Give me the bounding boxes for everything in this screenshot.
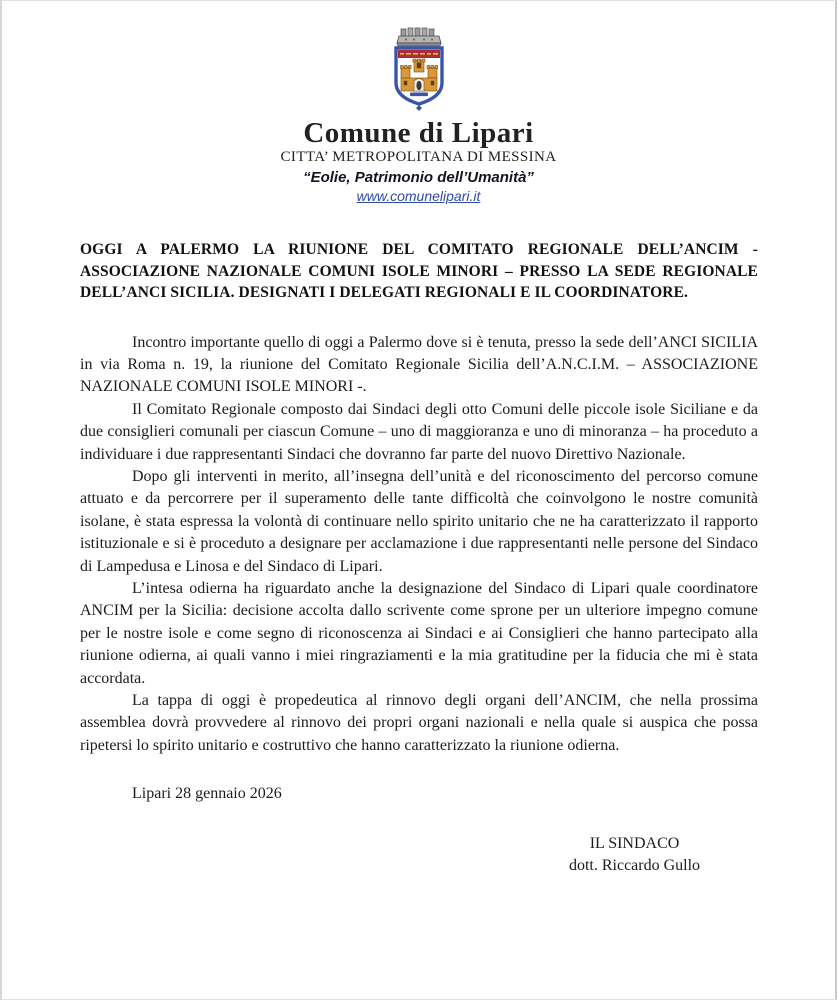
paragraph: La tappa di oggi è propedeutica al rinnovo degli organi dell’ANCIM, che nella prossima assemblea dovrà provvedere al rinnovo dei propri organi nazionali e nella quale si auspica che possa ripetersi lo spirito unitario e costruttivo che hanno caratterizzato la riunione odierna.: [80, 692, 758, 754]
shield-tip-ornament-icon: [416, 105, 422, 111]
mural-crown-icon: [397, 28, 441, 46]
paragraph: Dopo gli interventi in merito, all’insegna dell’unità e del riconoscimento del percorso comune attuato e da percorrere per il superamento delle tante difficoltà che coinvolgono le nostre comunità isolane, è stata espressa la volontà di continuare nello spirito unitario che ne ha caratterizzato il rapporto istituzionale e si è proceduto a designare per acclamazione i due rappresentanti nelle persone del Sindaco di Lampedusa e Linosa e del Sindaco di Lipari.: [80, 467, 758, 575]
date-line: Lipari 28 gennaio 2026: [132, 785, 282, 803]
shield-icon: [396, 48, 442, 104]
document-body: [2, 239, 835, 877]
lipari-coat-of-arms-icon: [387, 27, 451, 111]
comune-subtitle: CITTA’ METROPOLITANA DI MESSINA: [280, 149, 557, 165]
signature-block: [512, 833, 757, 878]
comune-website-link[interactable]: www.comunelipari.it: [356, 188, 481, 204]
signature-role: IL SINDACO: [589, 834, 680, 852]
comune-motto: “Eolie, Patrimonio dell’Umanità”: [303, 169, 534, 186]
paragraphs-block: [80, 332, 758, 758]
paragraph: L’intesa odierna ha riguardato anche la designazione del Sindaco di Lipari quale coordinatore ANCIM per la Sicilia: decisione accolta dallo scrivente come sprone per un ulteriore impegno comune per le nostre isole e come segno di riconoscenza ai Sindaci e ai Consiglieri che hanno partecipato alla riunione odierna, ai quali vanno i miei ringraziamenti e la mia gratitudine per la fiducia che mi è stata accordata.: [80, 579, 758, 687]
paragraph: Incontro importante quello di oggi a Palermo dove si è tenuta, presso la sede dell’ANCI SICILIA in via Roma n. 19, la riunione del Comitato Regionale Sicilia dell’A.N.C.I.M. – ASSOCIAZIONE NAZIONALE COMUNI ISOLE MINORI -.: [80, 333, 758, 396]
comune-title: Comune di Lipari: [303, 117, 534, 149]
letterhead: [2, 1, 835, 206]
signature-name: dott. Riccardo Gullo: [568, 857, 701, 875]
subject-heading: OGGI A PALERMO LA RIUNIONE DEL COMITATO REGIONALE DELL’ANCIM - ASSOCIAZIONE NAZIONALE COMUNI ISOLE MINORI – PRESSO LA SEDE REGIONALE DELL’ANCI SICILIA. DESIGNATI I DELEGATI REGIONALI E IL COORDINATORE.: [80, 241, 758, 301]
paragraph: Il Comitato Regionale composto dai Sindaci degli otto Comuni delle piccole isole Siciliane e da due consiglieri comunali per ciascun Comune – uno di maggioranza e uno di minoranza – ha proceduto a individuare i due rappresentanti Sindaci che dovranno far parte del nuovo Direttivo Nazionale.: [80, 400, 758, 463]
